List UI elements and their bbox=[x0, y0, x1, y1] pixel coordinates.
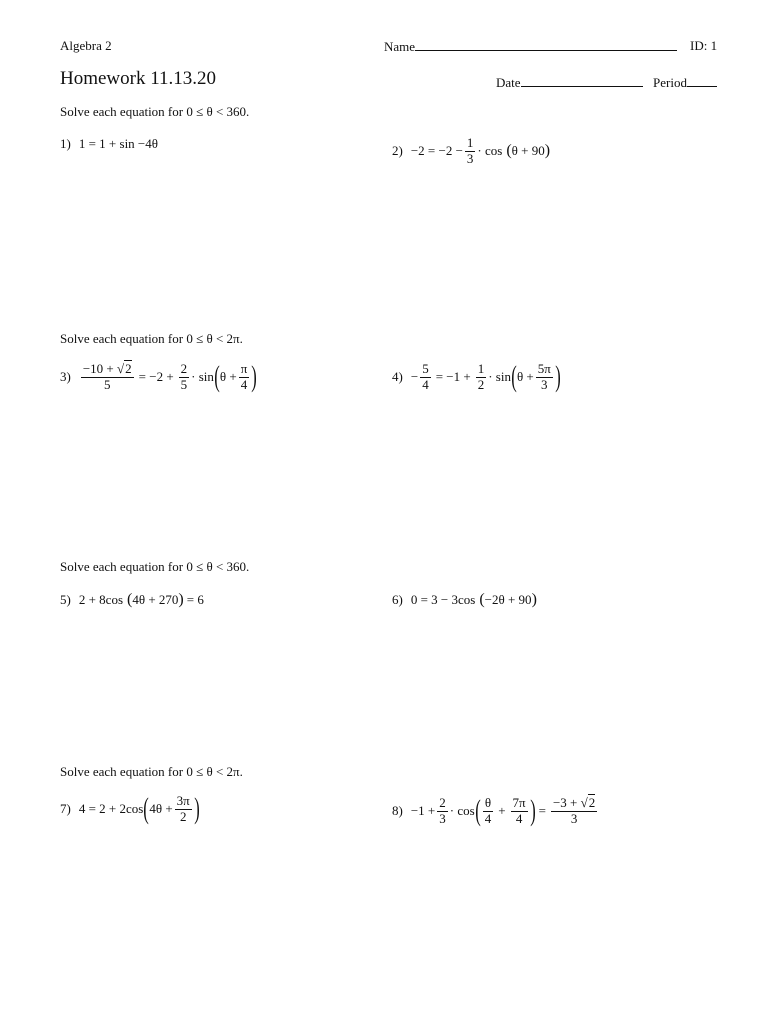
fraction: $\frac{2}{5}$ bbox=[180, 361, 188, 392]
fraction: $\frac{5}{4}$ bbox=[422, 361, 429, 392]
fraction: $\frac{5\pi}{3}$ bbox=[537, 361, 551, 392]
date-label: Date bbox=[496, 75, 521, 90]
period-line bbox=[687, 74, 717, 87]
function: · sin bbox=[191, 369, 214, 385]
problem-number: 1) bbox=[60, 136, 71, 151]
course-name: Algebra 2 bbox=[60, 38, 112, 53]
section-instruction: Solve each equation for 0 ≤ θ < 2π. bbox=[60, 764, 243, 779]
equation-left: −2 = −2 − bbox=[410, 143, 463, 159]
problem-number: 6) bbox=[392, 592, 403, 607]
problem-5: 5) 2 + 8cos ( 4θ + 270 ) = 6 bbox=[60, 591, 204, 608]
period-field[interactable] bbox=[653, 74, 717, 91]
fraction: $\frac{7\pi}{4}$ bbox=[512, 795, 526, 826]
equation-left: 0 = 3 − 3cos bbox=[410, 592, 476, 607]
problem-7: 7) 4 = 2 + 2cos ( 4θ + $\frac{3\pi}{2}$ ) bbox=[60, 792, 200, 826]
argument: θ + 90 bbox=[511, 143, 545, 159]
section-instruction: Solve each equation for 0 ≤ θ < 360. bbox=[60, 104, 250, 119]
function: · cos bbox=[449, 803, 475, 819]
fraction: $\frac{1}{2}$ bbox=[477, 361, 485, 392]
argument: 4θ + 270 bbox=[132, 592, 179, 607]
fraction: $\frac{3\pi}{2}$ bbox=[176, 793, 190, 824]
problem-number: 4) bbox=[392, 369, 403, 385]
equation-left: 2 + 8cos bbox=[78, 592, 124, 607]
problem-3: 3) $\frac{-10 + √2}{5}$ = −2 + $\frac{2}{5}$ · sin ( θ + $\frac{\pi}{4}$ ) bbox=[60, 360, 258, 394]
problem-number: 2) bbox=[392, 143, 403, 159]
date-line bbox=[521, 74, 643, 87]
name-field[interactable] bbox=[384, 38, 677, 55]
fraction: $\frac{2}{3}$ bbox=[439, 795, 446, 826]
date-field[interactable] bbox=[496, 74, 643, 91]
problem-number: 8) bbox=[392, 803, 403, 819]
period-label: Period bbox=[653, 75, 687, 90]
fraction: $\frac{-10 + √2}{5}$ bbox=[82, 361, 132, 392]
equation-left: 4 = 2 + 2cos bbox=[78, 801, 144, 817]
fraction: $\frac{-3 + √2}{3}$ bbox=[552, 795, 596, 826]
problem-8: 8) −1 + $\frac{2}{3}$ · cos ( $\frac{\theta}{4}$ + $\frac{7\pi}{4}$ ) = $\frac{-3 + √2}{3}$ bbox=[392, 794, 596, 828]
section-instruction: Solve each equation for 0 ≤ θ < 360. bbox=[60, 559, 250, 574]
name-line bbox=[415, 38, 677, 51]
problem-2: 2) −2 = −2 − $\frac{1}{3}$ · cos ( θ + 90 ) bbox=[392, 135, 551, 166]
problem-6: 6) 0 = 3 − 3cos ( −2θ + 90 ) bbox=[392, 591, 537, 608]
function: · cos bbox=[477, 143, 503, 159]
function: · sin bbox=[488, 369, 511, 385]
argument: −2θ + 90 bbox=[484, 592, 532, 607]
section-instruction: Solve each equation for 0 ≤ θ < 2π. bbox=[60, 331, 243, 346]
problem-number: 5) bbox=[60, 592, 71, 607]
equation: 1 = 1 + sin −4θ bbox=[78, 136, 158, 151]
problem-1 bbox=[60, 136, 158, 152]
page-title: Homework 11.13.20 bbox=[60, 68, 217, 89]
problem-4: 4) − $\frac{5}{4}$ = −1 + $\frac{1}{2}$ · sin ( θ + $\frac{5\pi}{3}$ ) bbox=[392, 360, 561, 394]
fraction: $\frac{\theta}{4}$ bbox=[484, 795, 492, 826]
problem-number: 3) bbox=[60, 369, 71, 385]
id-label: ID: 1 bbox=[690, 38, 718, 53]
name-label: Name bbox=[384, 39, 416, 54]
fraction: $\frac{1}{3}$ bbox=[466, 135, 474, 166]
fraction: $\frac{\pi}{4}$ bbox=[240, 361, 248, 392]
problem-number: 7) bbox=[60, 801, 71, 817]
